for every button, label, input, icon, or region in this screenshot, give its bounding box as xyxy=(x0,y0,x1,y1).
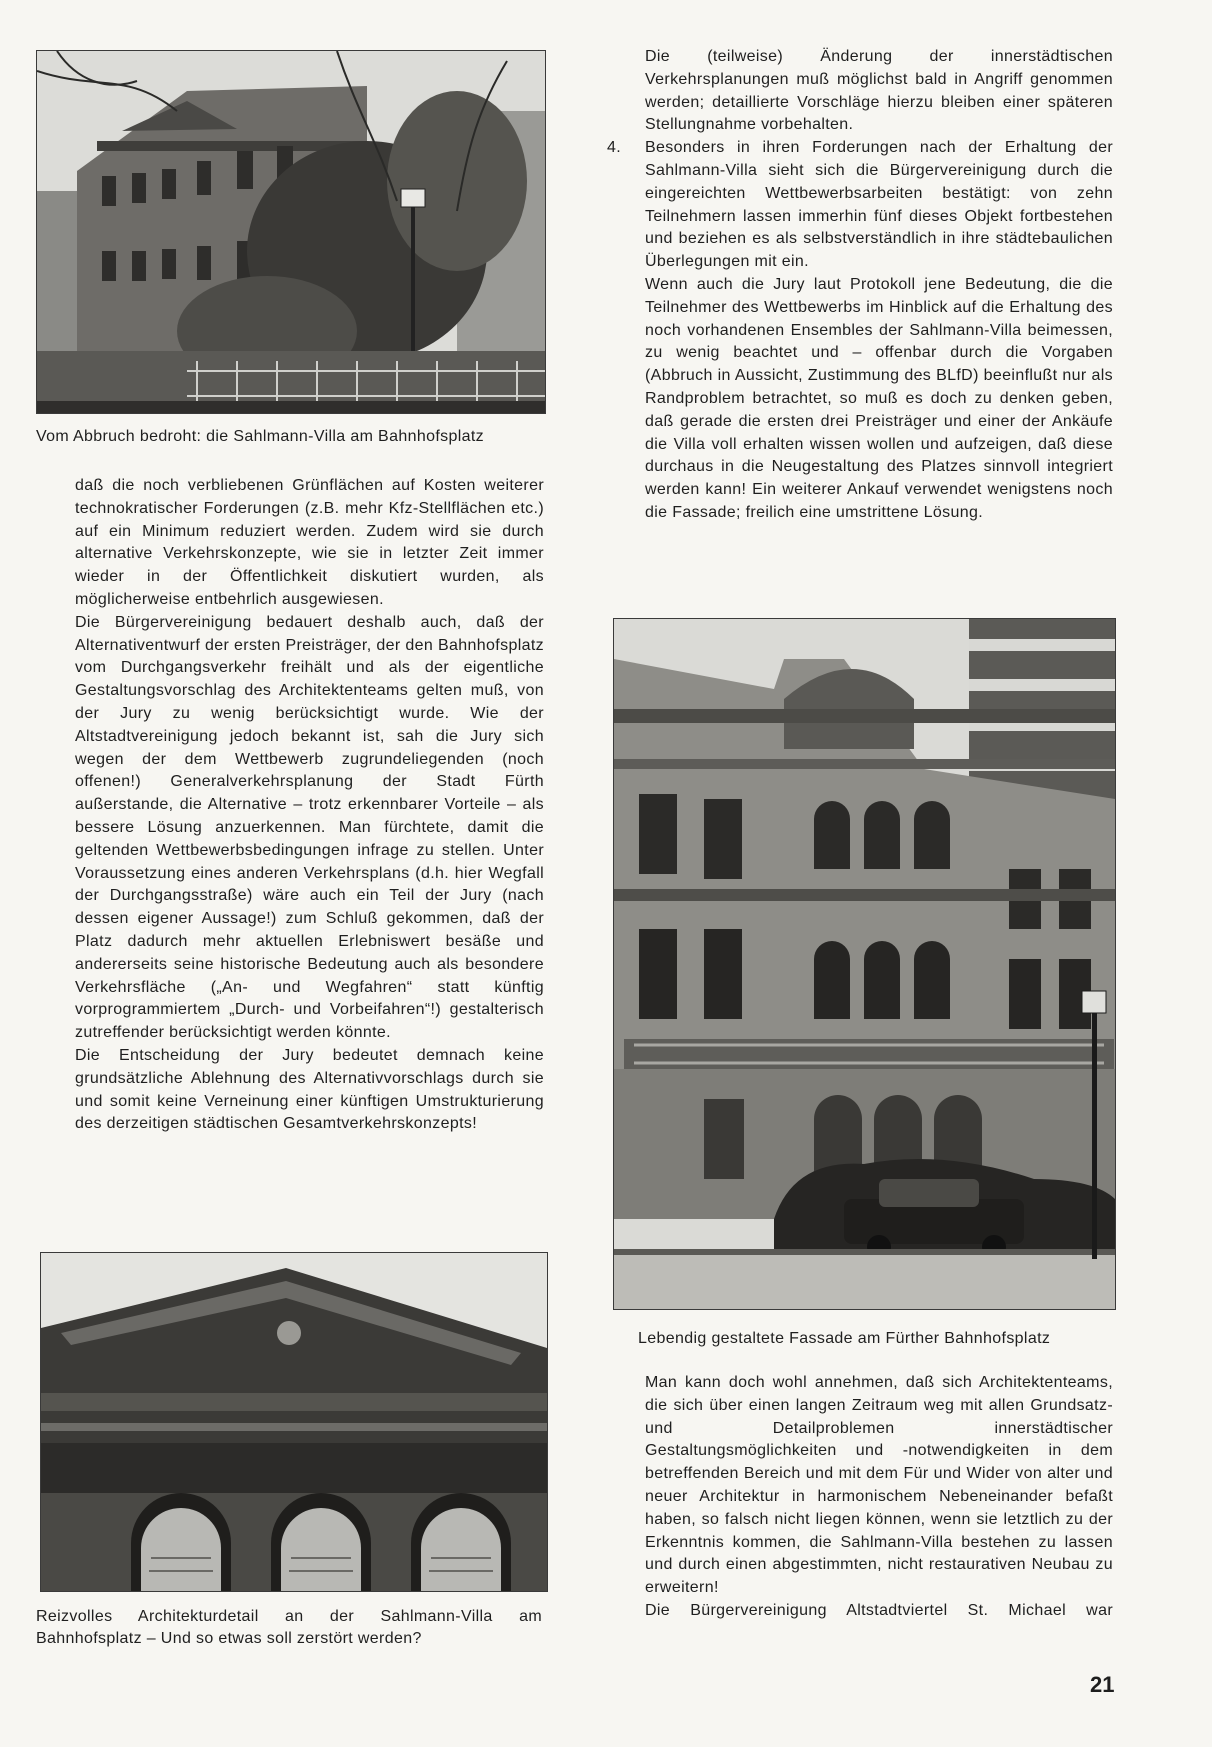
caption-architectural-detail: Reizvolles Architekturdetail an der Sahlmann-Villa am Bahnhofsplatz – Und so etwas soll zerstört werden? xyxy=(36,1608,542,1647)
photo-architectural-detail xyxy=(40,1252,548,1592)
left-paragraph-1: daß die noch verbliebenen Grünflächen auf Kosten weiterer technokratischer Forderungen (z.B. mehr Kfz-Stellflächen etc.) auf ein Minimum reduziert werden. Zudem wird sie durch alternative Verkehrskonzepte, wie sie in letzter Zeit immer wieder in der Öffentlichkeit diskutiert wurden, als möglicherweise entbehrlich ausgewiesen. xyxy=(75,477,544,608)
photo-facade-bahnhofsplatz xyxy=(613,618,1116,1310)
right-paragraph-4: Man kann doch wohl annehmen, daß sich Architektenteams, die sich über einen langen Zeitraum weg mit allen Grundsatz- und Detailproblemen innerstädtischer Gestaltungsmöglichkeiten und -notwendigkeiten in dem betreffenden Bereich und mit dem Für und Wider von alter und neuer Architektur in harmonischem Nebeneinander befaßt haben, so falsch nicht liegen können, wenn sie letztlich zu der Erkenntnis kommen, die Sahlmann-Villa bestehen zu lassen und durch einen abgestimmten, nicht restaurativen Neubau zu erweitern! xyxy=(645,1374,1113,1597)
left-paragraph-2: Die Bürgervereinigung bedauert deshalb auch, daß der Alternativentwurf der ersten Preisträger, der den Bahnhofsplatz vom Durchgangsverkehr freihält und als der eigentliche Gestaltungsvorschlag des Architektenteams gelten muß, von der Jury zu wenig berücksichtigt wurde. Wie der Altstadtvereinigung jedoch bekannt ist, sah die Jury sich wegen der dem Wettbewerb zugrundeliegenden (noch offenen!) Generalverkehrsplanung der Stadt Fürth außerstande, die Alternative – trotz erkennbarer Vorteile – als bessere Lösung anzuerkennen. Man fürchtete, damit die geltenden Wettbewerbsbedingungen infrage zu stellen. Unter Voraussetzung eines anderen Verkehrsplans (d.h. hier Wegfall der Durchgangsstraße) wäre auch ein Teil der Jury (nach dessen eigener Aussage!) zum Schluß gekommen, daß der Platz dadurch mehr aktuellen Erlebniswert besäße und andererseits seine historische Bedeutung auch als besondere Verkehrsfläche („An- und Wegfahren“ statt künftig vorprogrammiertem „Durch- und Vorbeifahren“!) gestalterisch zutreffender berücksichtigt werden könnte. xyxy=(75,613,544,1042)
right-column-text-bottom xyxy=(645,1372,1113,1623)
caption-villa-threatened: Vom Abbruch bedroht: die Sahlmann-Villa am Bahnhofsplatz xyxy=(36,428,485,445)
right-paragraph-2: Besonders in ihren Forderungen nach der Erhaltung der Sahlmann-Villa sieht sich die Bürgervereinigung durch die eingereichten Wettbewerbsarbeiten bestätigt: von zehn Teilnehmern lassen immerhin fünf dieses Objekt fortbestehen und beziehen es als selbstverständlich in ihre städtebaulichen Überlegungen mit ein. xyxy=(645,139,1113,271)
left-paragraph-3: Die Entscheidung der Jury bedeutet demnach keine grundsätzliche Ablehnung des Alternativvorschlags durch sie und somit keine Verneinung einer künftigen Umstrukturierung des derzeitigen städtischen Gesamtverkehrskonzepts! xyxy=(75,1046,544,1133)
item-number: 4. xyxy=(607,139,622,157)
right-paragraph-5: Die Bürgervereinigung Altstadtviertel St. Michael war xyxy=(645,1601,1113,1619)
left-column-text xyxy=(75,475,544,1136)
page-number: 21 xyxy=(1090,1672,1115,1697)
right-item-4 xyxy=(607,137,1113,274)
right-column-text-top xyxy=(607,46,1113,525)
photo-sahlmann-villa xyxy=(36,50,546,414)
caption-facade: Lebendig gestaltete Fassade am Fürther Bahnhofsplatz xyxy=(638,1330,1051,1347)
right-paragraph-3: Wenn auch die Jury laut Protokoll jene Bedeutung, die die Teilnehmer des Wettbewerbs im Hinblick auf die Erhaltung des noch vorhandenen Ensembles der Sahlmann-Villa beimessen, zu wenig beachtet und – offenbar durch die Vorgaben (Abbruch in Aussicht, Zustimmung des BLfD) beeinflußt nur als Randproblem betrachtet, so muß es doch zu denken geben, daß gerade die ersten drei Preisträger und einer der Ankäufe die Villa voll erhalten wissen wollen und aufzeigen, daß diese durchaus in die Neugestaltung des Platzes sinnvoll integriert werden kann! Ein weiterer Ankauf verwendet wenigstens noch die Fassade; freilich eine umstrittene Lösung. xyxy=(645,275,1113,521)
right-paragraph-1: Die (teilweise) Änderung der innerstädtischen Verkehrsplanungen muß möglichst bald in Angriff genommen werden; detaillierte Vorschläge hierzu bleiben einer späteren Stellungnahme vorbehalten. xyxy=(645,48,1113,134)
